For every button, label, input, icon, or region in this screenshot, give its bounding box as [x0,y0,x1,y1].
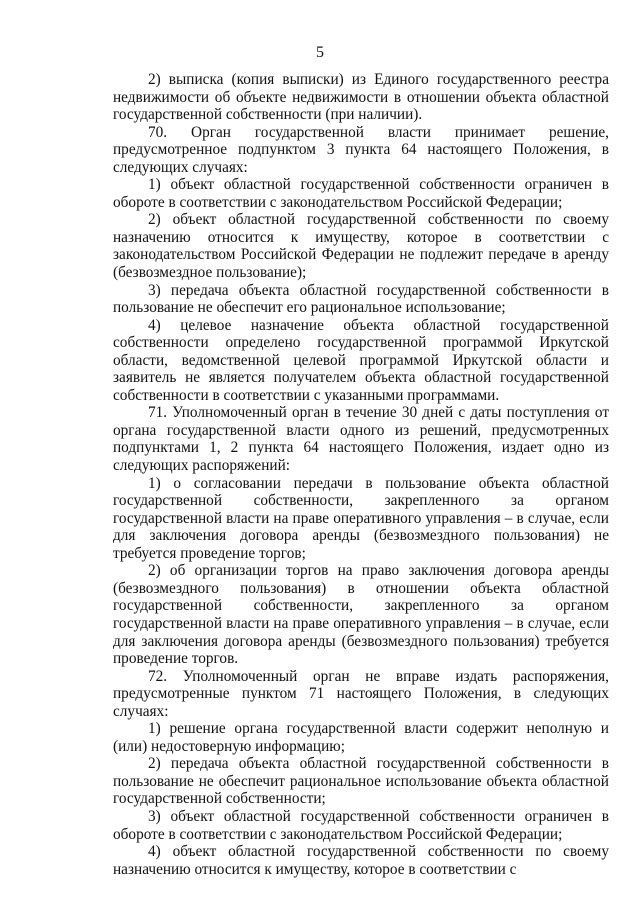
paragraph-70-item-2: 2) объект областной государственной собственности по своему назначению относится к имуществу, которое в соответствии с законодательством Российской Федерации не подлежит передаче в аренду (безвозмездное пользование); [113,211,609,282]
paragraph-70: 70. Орган государственной власти принимает решение, предусмотренное подпунктом 3 пункта 64 настоящего Положения, в следующих случаях: [113,123,609,176]
paragraph-70-item-1: 1) объект областной государственной собственности ограничен в обороте в соответствии с законодательством Российской Федерации; [113,176,609,211]
paragraph-70-item-3: 3) передача объекта областной государственной собственности в пользование не обеспечит его рациональное использование; [113,281,609,317]
document-body [113,71,609,878]
paragraph-2-extract: 2) выписка (копия выписки) из Единого государственного реестра недвижимости об объекте недвижимости в отношении объекта областной государственной собственности (при наличии). [113,71,609,124]
paragraph-72: 72. Уполномоченный орган не вправе издать распоряжения, предусмотренные пунктом 71 настоящего Положения, в следующих случаях: [113,667,609,720]
paragraph-71: 71. Уполномоченный орган в течение 30 дней с даты поступления от органа государственной власти одного из решений, предусмотренных подпунктами 1, 2 пункта 64 настоящего Положения, издает одно из следующих распоряжений: [113,404,609,475]
paragraph-71-item-1: 1) о согласовании передачи в пользование объекта областной государственной собственности, закрепленного за органом государственной власти на праве оперативного управления – в случае, если для заключения договора аренды (безвозмездного пользования) не требуется проведение торгов; [113,474,609,562]
paragraph-72-item-1: 1) решение органа государственной власти содержит неполную и (или) недостоверную информацию; [113,720,609,755]
page-number: 5 [316,44,324,61]
paragraph-72-item-2: 2) передача объекта областной государственной собственности в пользование не обеспечит рациональное использование объекта областной государственной собственности; [113,755,609,808]
paragraph-71-item-2: 2) об организации торгов на право заключения договора аренды (безвозмездного пользования) в отношении объекта областной государственной собственности, закрепленного за органом государственной власти на праве оперативного управления – в случае, если для заключения договора аренды (безвозмездного пользования) требуется проведение торгов. [113,562,609,668]
paragraph-72-item-3: 3) объект областной государственной собственности ограничен в обороте в соответствии с законодательством Российской Федерации; [113,807,609,843]
paragraph-70-item-4: 4) целевое назначение объекта областной государственной собственности определено государственной программой Иркутской области, ведомственной целевой программой Иркутской области и заявитель не является получателем объекта областной государственной собственности в соответствии с указанными программами. [113,316,609,404]
paragraph-72-item-4: 4) объект областной государственной собственности по своему назначению относится к имуществу, которое в соответствии с [113,843,609,878]
